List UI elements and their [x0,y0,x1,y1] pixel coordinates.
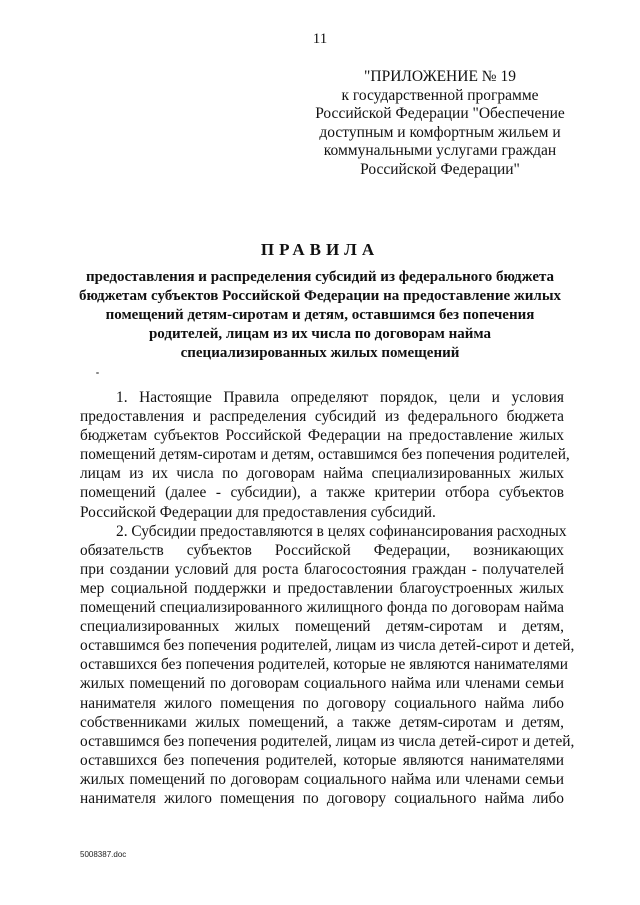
page-number: 11 [312,31,328,47]
paragraph-2-line: нанимателя жилого помещения по договору социального найма либо [80,789,564,807]
paragraph-1-line: помещений (далее - субсидии), а также критерии отбора субъектов [80,484,564,502]
paragraph-2-line: обязательств субъектов Российской Федерации, возникающих [80,541,564,559]
paragraph-1-line: Российской Федерации для предоставления субсидий. [80,503,436,521]
paragraph-1-line: бюджетам субъектов Российской Федерации на предоставление жилых [80,427,564,445]
paragraph-2-line: собственниками жилых помещений, а также детям-сиротам и детям, [80,713,564,731]
appendix-line: к государственной программе [341,86,539,104]
paragraph-2-line: оставшихся без попечения родителей, которые не являются нанимателями [80,656,568,674]
paragraph-2-line: оставшимся без попечения родителей, лицам из числа детей-сирот и детей, [80,637,575,655]
appendix-line: коммунальными услугами граждан [323,142,557,159]
paragraph-2-line: жилых помещений по договорам социального найма или членами семьи [80,770,564,788]
subtitle-line: родителей, лицам из их числа по договорам найма [148,326,492,342]
appendix-line: "ПРИЛОЖЕНИЕ № 19 [364,68,516,85]
paragraph-1-line: предоставления и распределения субсидий из федерального бюджета [80,408,564,426]
paragraph-2-line: нанимателя жилого помещения по договору социального найма либо [80,694,564,712]
paragraph-2-line: оставшихся без попечения родителей, которые являются нанимателями [80,751,564,769]
paragraph-2-line: при создании условий для роста благосостояния граждан - получателей [80,560,564,578]
document-title: ПРАВИЛА [260,240,380,259]
appendix-line: Российской Федерации" [360,160,520,178]
paragraph-2-line: 2. Субсидии предоставляются в целях софинансирования расходных [116,522,567,540]
subtitle-line: специализированных жилых помещений [180,345,460,361]
paragraph-1-line: помещений детям-сиротам и детям, оставшимся без попечения родителей, [80,446,570,464]
scan-speck [96,372,99,374]
document-body [80,388,575,808]
document-subtitle [70,268,570,363]
subtitle-line: бюджетам субъектов Российской Федерации на предоставление жилых [78,288,562,304]
appendix-line: Российской Федерации "Обеспечение [315,105,565,122]
paragraph-1-line: 1. Настоящие Правила определяют порядок, цели и условия [116,389,564,406]
paragraph-2-line: оставшимся без попечения родителей, лицам из числа детей-сирот и детей, [80,732,575,750]
file-name-footer: 5008387.doc [80,850,127,859]
appendix-header [290,68,590,179]
paragraph-2-line: специализированных жилых помещений детям-сиротам и детям, [80,618,564,636]
paragraph-1-line: лицам из их числа по договорам найма специализированных жилых [80,465,564,483]
paragraph-2-line: жилых помещений по договорам социального найма или членами семьи [80,675,564,693]
appendix-line: доступным и комфортным жильем и [319,123,561,141]
paragraph-2-line: помещений специализированного жилищного фонда по договорам найма [80,599,564,617]
paragraph-2-line: мер социальной поддержки и предоставлении благоустроенных жилых [80,579,564,597]
subtitle-line: предоставления и распределения субсидий из федерального бюджета [85,269,555,285]
subtitle-line: помещений детям-сиротам и детям, оставшимся без попечения [105,307,535,323]
